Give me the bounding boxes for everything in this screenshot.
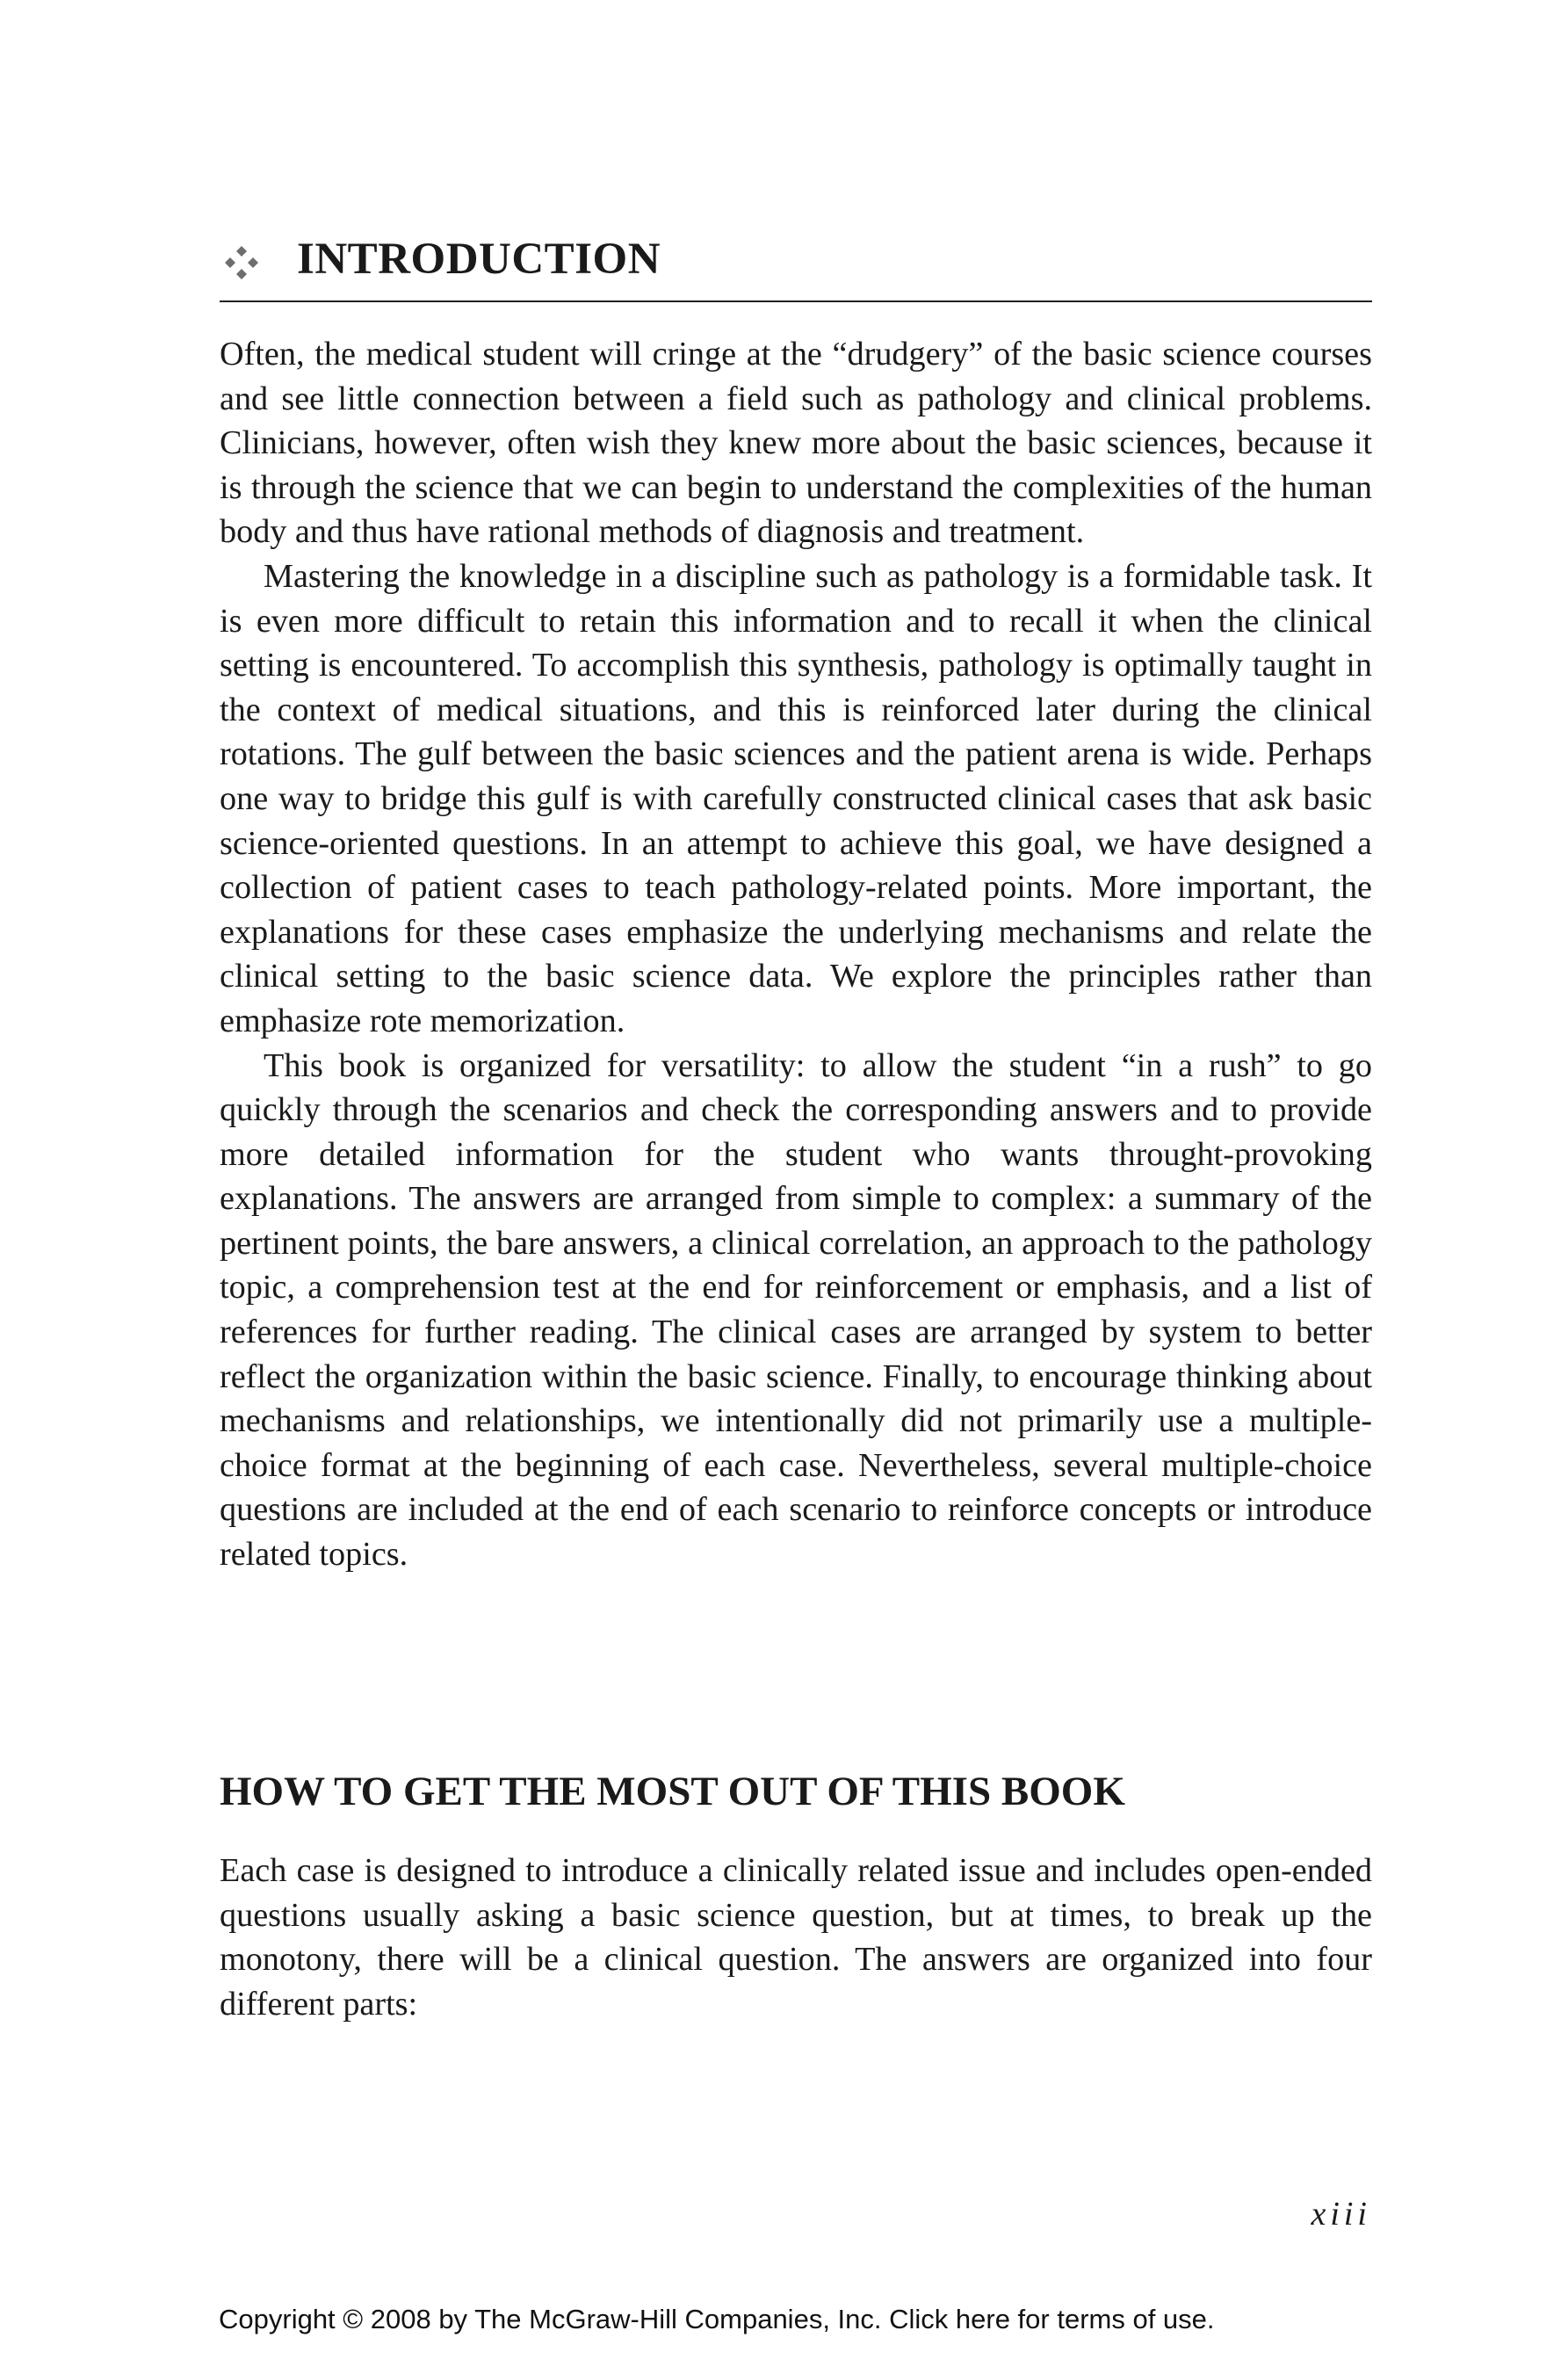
page-number: xiii xyxy=(1311,2196,1371,2233)
howto-paragraph: Each case is designed to introduce a clinically related issue and includes open-ended questions usually asking a basic science question, but at times, to break up the monotony, there will be a clinical question. The answers are organized into four different parts: xyxy=(220,1852,1372,2023)
intro-paragraph-1: Often, the medical student will cringe at the “drudgery” of the basic science courses and see little connection between a field such as pathology and clinical problems. Clinicians, however, often wish they knew more about the basic sciences, because it is through the science that we can begin to understand the complexities of the human body and thus have rational methods of diagnosis and treatment. xyxy=(220,336,1372,551)
howto-body xyxy=(220,1849,1372,2026)
section-subheading: HOW TO GET THE MOST OUT OF THIS BOOK xyxy=(220,1769,1125,1814)
section-heading xyxy=(220,230,1372,302)
introduction-body xyxy=(220,332,1372,1577)
intro-paragraph-3: This book is organized for versatility: to allow the student “in a rush” to go quickly through the scenarios and check the corresponding answers and to provide more detailed information for the student who wants throught-provoking explanations. The answers are arranged from simple to complex: a summary of the pertinent points, the bare answers, a clinical correlation, an approach to the pathology topic, a comprehension test at the end for reinforcement or emphasis, and a list of references for further reading. The clinical cases are arranged by system to better reflect the organization within the basic science. Finally, to encourage thinking about mechanisms and relationships, we intentionally did not primarily use a multiple-choice format at the beginning of each case. Nevertheless, several multiple-choice questions are included at the end of each scenario to reinforce concepts or introduce related topics. xyxy=(220,1046,1372,1574)
intro-paragraph-2: Mastering the knowledge in a discipline such as pathology is a formidable task. It is even more difficult to retain this information and to recall it when the clinical setting is encountered. To accomplish this synthesis, pathology is optimally taught in the context of medical situations, and this is reinforced later during the clinical rotations. The gulf between the basic sciences and the patient arena is wide. Perhaps one way to bridge this gulf is with carefully constructed clinical cases that ask basic science-oriented questions. In an attempt to achieve this goal, we have designed a collection of patient cases to teach pathology-related points. More important, the explanations for these cases emphasize the underlying mechanisms and relate the clinical setting to the basic science data. We explore the principles rather than emphasize rote memorization. xyxy=(220,557,1372,1039)
copyright-terms-link[interactable]: Copyright © 2008 by The McGraw-Hill Companies, Inc. Click here for terms of use. xyxy=(219,2304,1215,2334)
four-diamond-ornament-icon xyxy=(220,241,264,285)
page-title: INTRODUCTION xyxy=(297,235,661,284)
